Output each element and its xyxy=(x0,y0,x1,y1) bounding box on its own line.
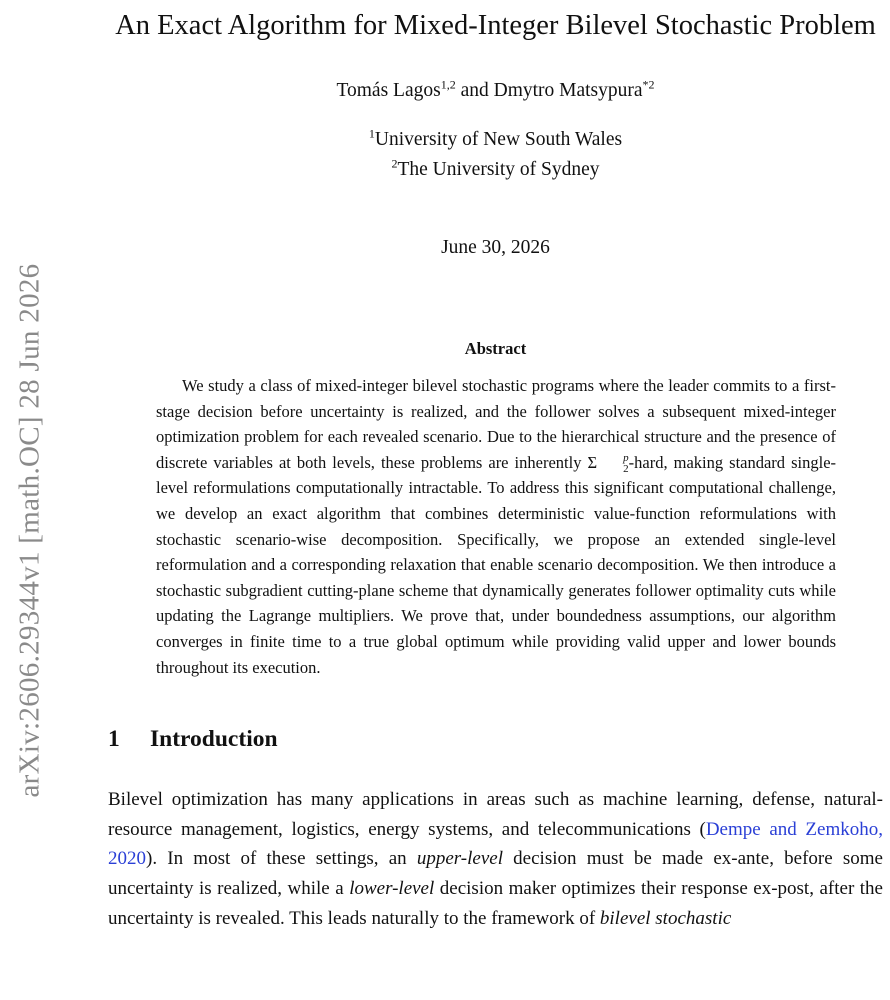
arxiv-identifier: arXiv:2606.29344v1 [math.OC] 28 Jun 2026 xyxy=(13,263,46,797)
paper-title: An Exact Algorithm for Mixed-Integer Bilevel Stochastic Problem xyxy=(115,10,876,41)
section-number: 1 xyxy=(108,726,120,753)
abstract-text: We study a class of mixed-integer bilevel stochastic programs where the leader commits to a first-stage decision before uncertainty is realized, and the follower solves a subsequent mixed-integer optimization problem for each revealed scenario. Due to the hierarchical structure and the presence of discrete variables at both levels, these problems are inherently xyxy=(156,376,836,472)
abstract-body xyxy=(156,373,836,680)
sigma-symbol: Σ p 2 xyxy=(587,452,629,475)
affiliations xyxy=(108,125,883,185)
affil-mark: 2 xyxy=(391,156,398,171)
intro-paragraph: Bilevel optimization has many applications in areas such as machine learning, defense, natural-resource management, logistics, energy systems, and telecommunications (Dempe and Zemkoho, 2020). In most of these settings, an upper-level decision must be made ex-ante, before some uncertainty is realized, while a lower-level decision maker optimizes their response ex-post, after the uncertainty is revealed. This leads naturally to the framework of bilevel stochastic xyxy=(108,789,883,929)
affil-mark: 1 xyxy=(368,126,375,141)
affil-name: The University of Sydney xyxy=(397,159,600,180)
affil-name: University of New South Wales xyxy=(374,129,623,150)
author-joiner: and xyxy=(455,80,494,101)
citation-link[interactable]: Dempe and Zemkoho, 2020 xyxy=(108,818,883,870)
affiliation-item xyxy=(108,125,883,155)
abstract-text: -hard, making standard single-level reformulations computationally intractable. To address this significant computational challenge, we develop an exact algorithm that combines deterministic value-function reformulations with stochastic scenario-wise decomposition. Specifically, we propose an extended single-level reformulation and a corresponding relaxation that enable scenario decomposition. We then introduce a stochastic subgradient cutting-plane scheme that dynamically generates follower optimality cuts while updating the Lagrange multipliers. We prove that, under boundedness assumptions, our algorithm converges in finite time to a true global optimum while providing valid upper and lower bounds throughout its execution. xyxy=(156,452,837,677)
author-name: Dmytro Matsypura xyxy=(493,80,643,101)
section-title: Introduction xyxy=(150,726,278,753)
paper-date: June 30, 2026 xyxy=(441,237,550,258)
author-name: Tomás Lagos xyxy=(336,80,441,101)
author-line xyxy=(108,79,883,103)
author-affil-mark: *2 xyxy=(642,77,655,92)
paper-page xyxy=(108,0,883,952)
section-heading xyxy=(108,726,883,753)
arxiv-side-stamp xyxy=(10,210,50,850)
abstract-heading: Abstract xyxy=(464,339,527,358)
author-affil-mark: 1,2 xyxy=(440,77,456,92)
affiliation-item xyxy=(108,155,883,185)
